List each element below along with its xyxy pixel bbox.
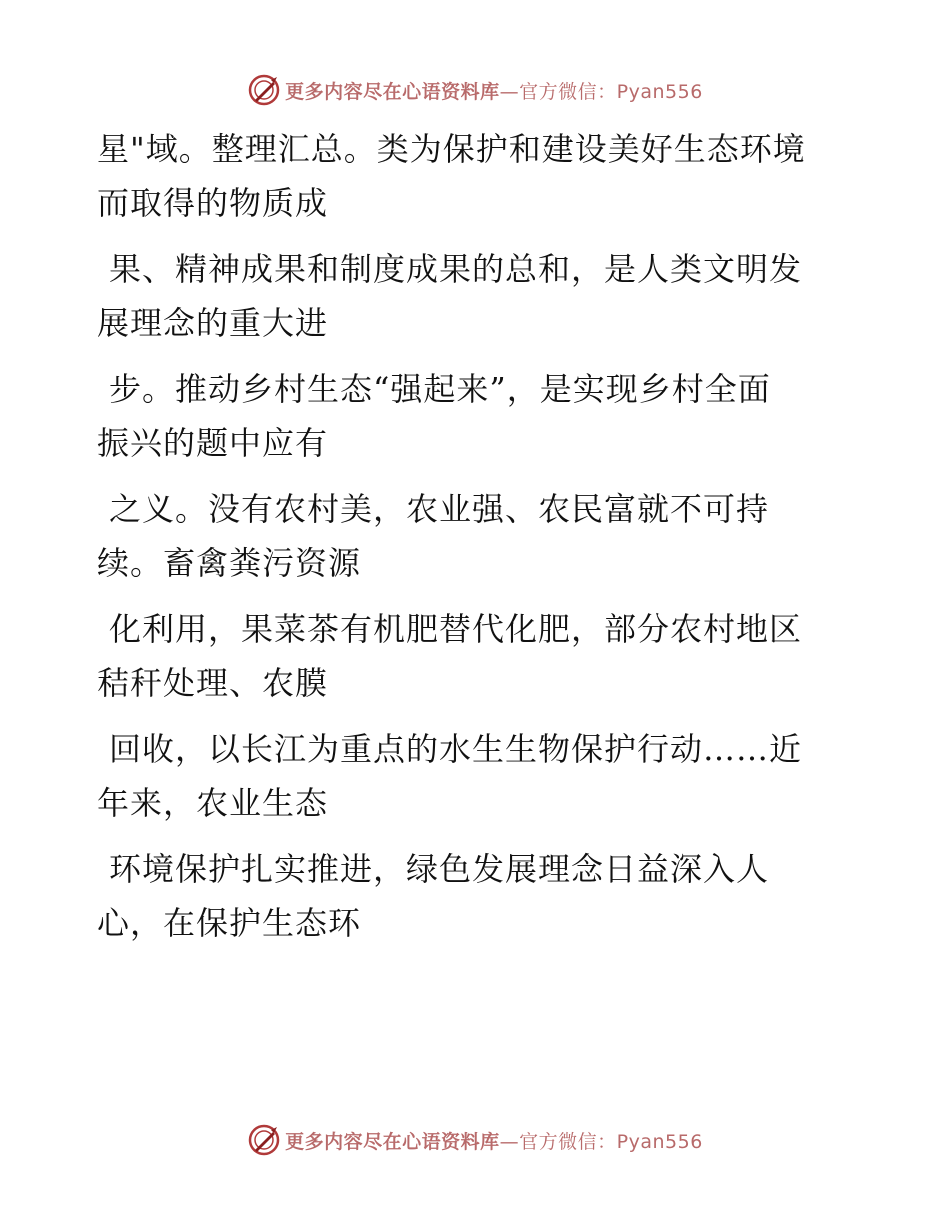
text-line: 果、精神成果和制度成果的总和，是人类文明发 xyxy=(109,250,803,288)
quill-seal-icon xyxy=(247,73,281,107)
watermark-text xyxy=(285,77,703,104)
watermark-dash: — xyxy=(499,1130,520,1153)
watermark-main: 更多内容尽在心语资料库 xyxy=(285,1130,500,1153)
text-line: 步。推动乡村生态“强起来”，是实现乡村全面 xyxy=(109,370,771,408)
watermark-main: 更多内容尽在心语资料库 xyxy=(285,80,500,103)
watermark-dash: — xyxy=(499,80,520,103)
text-line: 化利用，果菜茶有机肥替代化肥，部分农村地区 xyxy=(109,610,803,648)
watermark-contact: 官方微信：Pyan556 xyxy=(519,80,703,103)
paragraph xyxy=(97,362,857,470)
text-line: 回收，以长江为重点的水生生物保护行动……近 xyxy=(109,730,803,768)
text-line: 振兴的题中应有 xyxy=(97,424,329,462)
text-line: 秸秆处理、农膜 xyxy=(97,664,329,702)
footer-watermark xyxy=(0,1120,950,1160)
watermark-text xyxy=(285,1127,703,1154)
paragraph xyxy=(97,242,857,350)
watermark-contact: 官方微信：Pyan556 xyxy=(519,1130,703,1153)
text-line: 展理念的重大进 xyxy=(97,304,329,342)
text-line: 而取得的物质成 xyxy=(97,184,329,222)
text-line: 续。畜禽粪污资源 xyxy=(97,544,362,582)
text-line: 心，在保护生态环 xyxy=(97,904,362,942)
text-line: 之义。没有农村美，农业强、农民富就不可持 xyxy=(109,490,770,528)
text-line: 年来，农业生态 xyxy=(97,784,329,822)
paragraph xyxy=(97,842,857,950)
paragraph xyxy=(97,602,857,710)
header-watermark xyxy=(0,70,950,110)
paragraph xyxy=(97,122,857,230)
quill-seal-icon xyxy=(247,1123,281,1157)
text-line: 环境保护扎实推进，绿色发展理念日益深入人 xyxy=(109,850,770,888)
paragraph xyxy=(97,482,857,590)
text-line: 星"域。整理汇总。类为保护和建设美好生态环境 xyxy=(97,130,806,168)
paragraph xyxy=(97,722,857,830)
document-body xyxy=(97,122,857,962)
